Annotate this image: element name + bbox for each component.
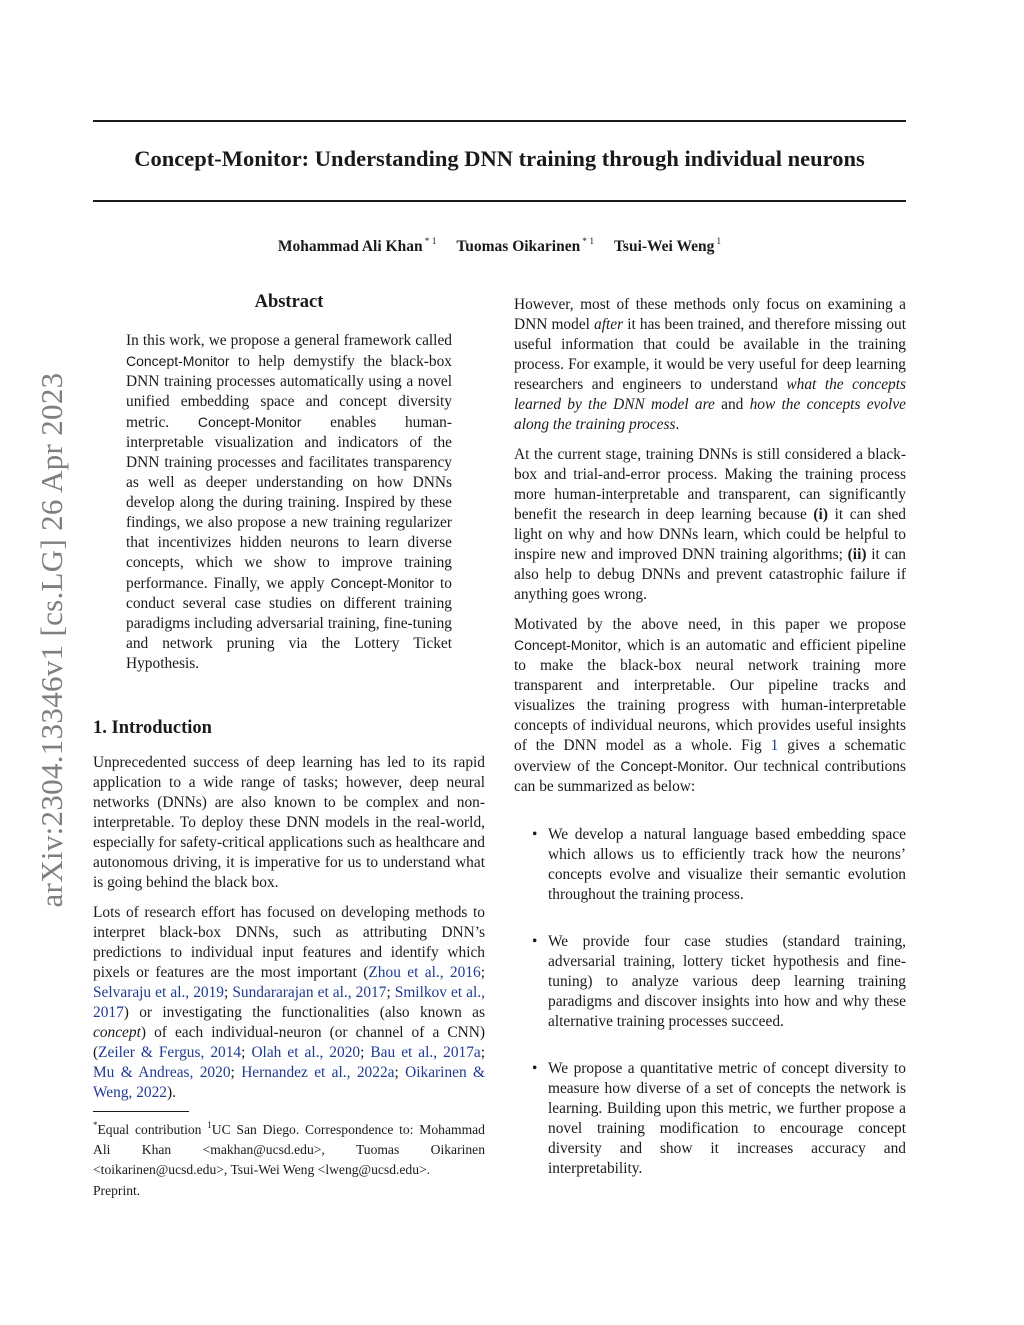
figure-link[interactable]: 1 — [770, 737, 779, 754]
bullet-icon: • — [532, 826, 538, 843]
intro-body — [93, 753, 485, 1103]
right-paragraph-1: However, most of these methods only focus on examining a DNN model after it has been trained, and therefore missing out useful information that could be available in the training process. For example, it would be very useful for deep learning researchers and engineers to understand what the concepts learned by the DNN model are and how the concepts evolve along the training process. — [514, 296, 906, 433]
author: Tuomas Oikarinen $^{* 1}$ — [456, 237, 595, 255]
list-item: • We propose a quantitative metric of concept diversity to measure how diverse of a set of concepts the network is learning. Building upon this metric, we further propose a novel training modification to encourage concept diversity and show it increases accuracy and interpretability. — [532, 1060, 906, 1177]
citation-link[interactable]: Hernandez et al., 2022a — [241, 1064, 395, 1081]
paper-title: Concept-Monitor: Understanding DNN training through individual neurons — [134, 146, 865, 171]
citation-link[interactable]: Zeiler & Fergus, 2014 — [98, 1044, 242, 1061]
citation-link[interactable]: Bau et al., 2017a — [370, 1044, 481, 1061]
list-item: • We provide four case studies (standard training, adversarial training, lottery ticket hypothesis and fine-tuning) to analyze various deep learning training paradigms and discover insights into how and why these alternative training processes succeed. — [532, 933, 906, 1030]
intro-paragraph-1: Unprecedented success of deep learning has led to its rapid application to a wide range of tasks; however, deep neural networks (DNNs) are also known to be complex and non-interpretable. To deploy these DNN models in the real-world, especially for safety-critical applications such as healthcare and autonomous driving, it is imperative for us to understand what is going behind the black box. — [93, 754, 485, 891]
abstract-heading: Abstract — [254, 292, 324, 312]
abstract-body: In this work, we propose a general framework called Concept-Monitor to help demystify the black-box DNN training processes automatically using a novel unified embedding space and concept diversity metric. Concept-Monitor enables human-interpretable visualization and indicators of the DNN training processes and facilitates transparency as well as deeper understanding on how DNNs develop along the during training. Inspired by these findings, we also propose a new training regularizer that incentivizes hidden neurons to learn diverse concepts, which we show to improve training performance. Finally, we apply Concept-Monitor to conduct several case studies on different training paradigms including adversarial training, fine-tuning and network pruning via the Lottery Ticket Hypothesis. — [126, 332, 453, 672]
citation-link[interactable]: Zhou et al., 2016 — [368, 964, 481, 981]
arxiv-identifier: arXiv:2304.13346v1 [cs.LG] 26 Apr 2023 — [34, 372, 69, 908]
citation-link[interactable]: Olah et al., 2020 — [251, 1044, 361, 1061]
list-item: • We develop a natural language based embedding space which allows us to efficiently track how the neurons’ concepts evolve and visualize their semantic evolution throughout the training process. — [532, 826, 906, 903]
preprint-label: Preprint. — [93, 1183, 141, 1198]
citation-link[interactable]: Oikarinen & Weng, 2022 — [93, 1064, 486, 1101]
footnote: *Equal contribution $^1$UC San Diego. Correspondence to: Mohammad Ali Khan <makhan@ucsd.edu>, Tuomas Oikarinen <toikarinen@ucsd.edu>, Tsui-Wei Weng <lweng@ucsd.edu>. — [93, 1120, 485, 1177]
citation-link[interactable]: Mu & Andreas, 2020 — [93, 1064, 231, 1081]
citation-link[interactable]: Smilkov et al., 2017 — [93, 984, 485, 1021]
intro-paragraph-2: Lots of research effort has focused on developing methods to interpret black-box DNNs, such as attributing DNN’s predictions to individual input features and identify which pixels or features are the most important (Zhou et al., 2016; Selvaraju et al., 2019; Sundararajan et al., 2017; Smilkov et al., 2017) or investigating the functionalities (also known as concept) of each individual-neuron (or channel of a CNN) (Zeiler & Fergus, 2014; Olah et al., 2020; Bau et al., 2017a; Mu & Andreas, 2020; Hernandez et al., 2022a; Oikarinen & Weng, 2022). — [93, 904, 486, 1101]
title-top-rule — [93, 120, 906, 122]
right-paragraph-3: Motivated by the above need, in this paper we propose Concept-Monitor, which is an automatic and efficient pipeline to make the black-box neural network training more transparent and interpretable. Our pipeline tracks and visualizes the training progress with human-interpretable concepts of individual neurons, which provides useful insights of the DNN model as a whole. Fig 1 gives a schematic overview of the Concept-Monitor. Our technical contributions can be summarized as below: — [514, 616, 906, 795]
contribution-list — [514, 825, 906, 1179]
footnote-rule — [93, 1111, 189, 1112]
intro-heading: 1. Introduction — [93, 718, 212, 738]
author: Tsui-Wei Weng $^1$ — [614, 237, 722, 255]
bullet-icon: • — [532, 1060, 538, 1077]
right-column — [514, 295, 906, 797]
citation-link[interactable]: Sundararajan et al., 2017 — [232, 984, 387, 1001]
right-paragraph-2: At the current stage, training DNNs is still considered a black-box and trial-and-error process. Making the training process more human-interpretable and transparent, can significantly benefit the research in deep learning because (i) it can shed light on why and how DNNs learn, which could be helpful to inspire new and improved DNN training algorithms; (ii) it can also help to debug DNNs and prevent catastrophic failure if anything goes wrong. — [514, 446, 906, 603]
title-bottom-rule — [93, 200, 906, 202]
bullet-icon: • — [532, 933, 538, 950]
author-list — [93, 237, 906, 256]
author: Mohammad Ali Khan $^{* 1}$ — [277, 237, 437, 255]
citation-link[interactable]: Selvaraju et al., 2019 — [93, 984, 225, 1001]
